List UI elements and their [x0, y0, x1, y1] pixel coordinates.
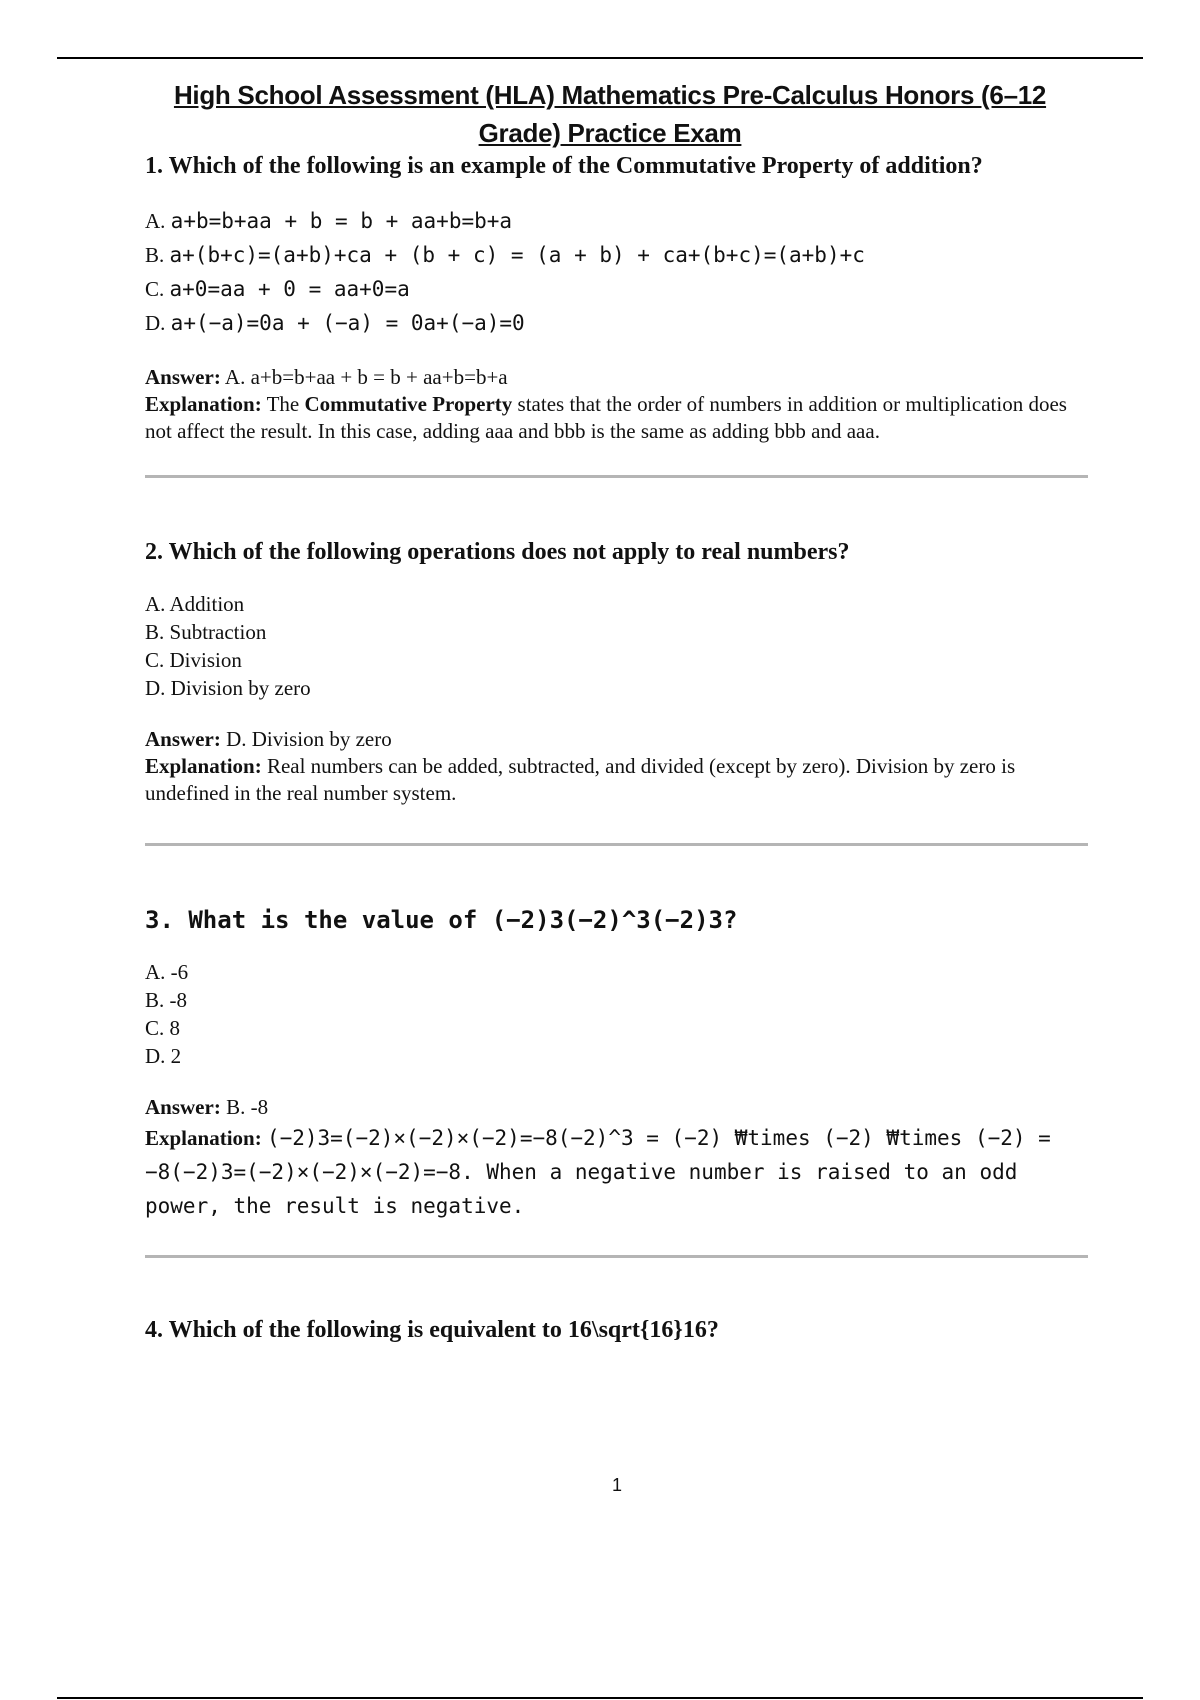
options-list [145, 590, 1085, 702]
option-d: D. 2 [145, 1044, 182, 1068]
answer-line: Answer: A. a+b=b+aa + b = b + aa+b=b+a [145, 365, 508, 389]
option-d: D. a+(−a)=0a + (−a) = 0a+(−a)=0 [145, 311, 525, 335]
option-c: C. 8 [145, 1016, 181, 1040]
explanation: Explanation: (−2)3=(−2)×(−2)×(−2)=−8(−2)^3 = (−2) ₩times (−2) ₩times (−2) = −8(−2)3=(−2)×(−2)×(−2)=−8. When a negative number is raised to an odd power, the result is negative. [145, 1126, 1051, 1218]
section-divider [145, 843, 1088, 846]
explanation: Explanation: The Commutative Property states that the order of numbers in addition or multiplication does not affect the result. In this case, adding aaa and bbb is the same as adding bbb and aaa. [145, 392, 1067, 443]
question-3 [145, 904, 1085, 1258]
question-heading: 1. Which of the following is an example of the Commutative Property of addition? [145, 153, 983, 179]
option-b: B. -8 [145, 988, 188, 1012]
page-number: 1 [611, 1475, 622, 1495]
page-bottom-rule [57, 1697, 1143, 1699]
options-list [145, 958, 1085, 1070]
answer-line: Answer: D. Division by zero [145, 727, 392, 751]
option-c: C. Division [145, 648, 242, 672]
section-divider [145, 1255, 1088, 1258]
option-c: C. a+0=aa + 0 = aa+0=a [145, 277, 410, 301]
options-list [145, 204, 1085, 340]
answer-line: Answer: B. -8 [145, 1095, 269, 1119]
exam-content [145, 150, 1085, 1346]
question-4 [145, 1314, 1085, 1346]
option-b: B. a+(b+c)=(a+b)+ca + (b + c) = (a + b) + ca+(b+c)=(a+b)+c [145, 243, 865, 267]
section-divider [145, 475, 1088, 478]
question-heading: 3. What is the value of (−2)3(−2)^3(−2)3? [145, 906, 738, 934]
question-2 [145, 536, 1085, 846]
question-1 [145, 150, 1085, 478]
document-title: High School Assessment (HLA) Mathematics Pre-Calculus Honors (6–12 Grade) Practice Exam [173, 80, 1047, 148]
page-top-rule [57, 57, 1143, 59]
question-heading: 2. Which of the following operations does not apply to real numbers? [145, 539, 850, 565]
option-a: A. -6 [145, 960, 189, 984]
explanation: Explanation: Real numbers can be added, subtracted, and divided (except by zero). Division by zero is undefined in the real number system. [145, 754, 1016, 805]
question-heading: 4. Which of the following is equivalent to 16\sqrt{16}16? [145, 1317, 719, 1343]
option-b: B. Subtraction [145, 620, 267, 644]
option-a: A. Addition [145, 592, 245, 616]
option-d: D. Division by zero [145, 676, 311, 700]
option-a: A. a+b=b+aa + b = b + aa+b=b+a [145, 209, 513, 233]
